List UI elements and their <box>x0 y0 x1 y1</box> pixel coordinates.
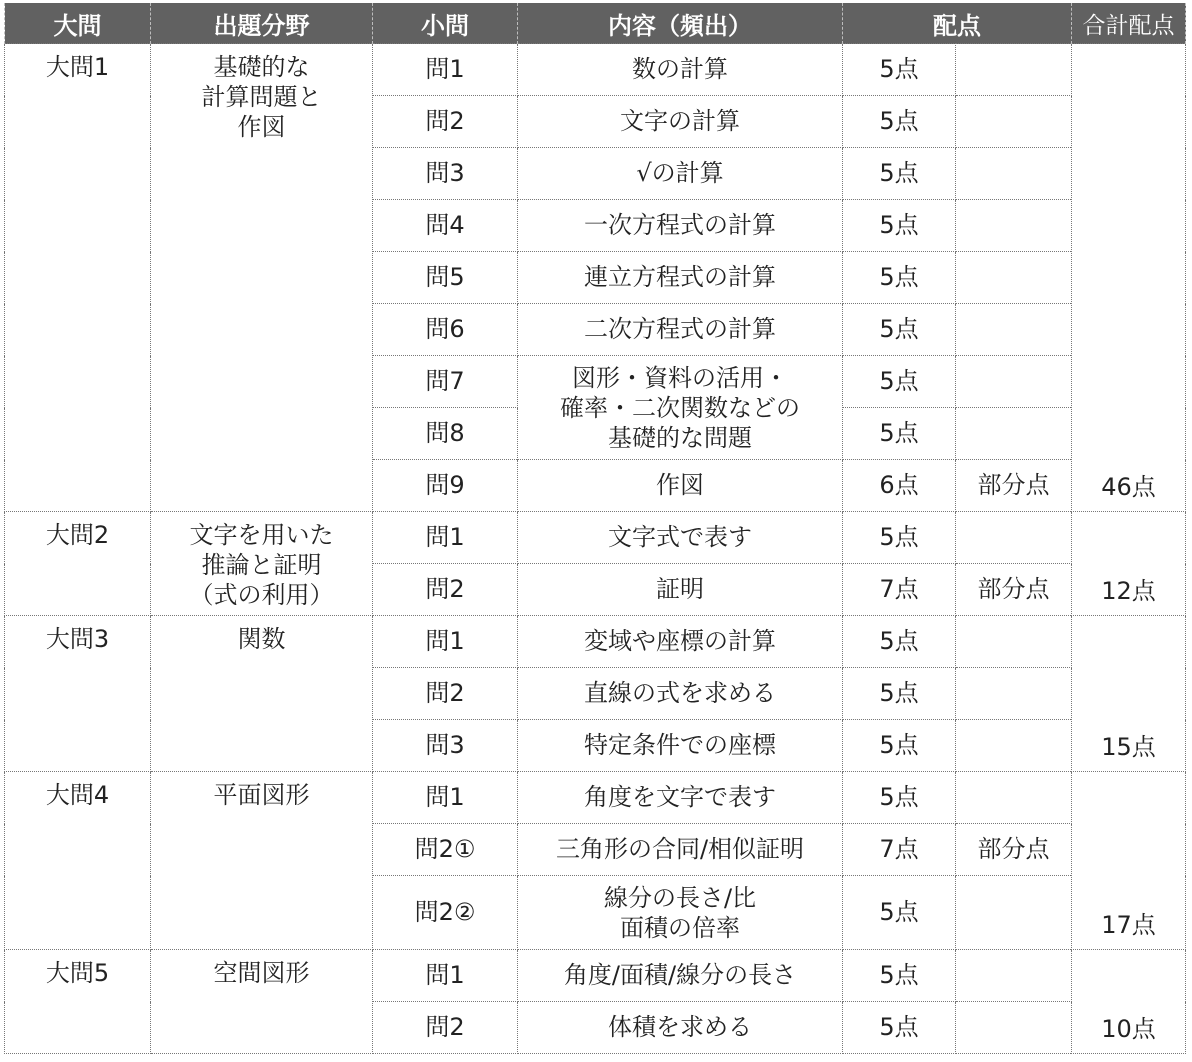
content-cell: 直線の式を求める <box>518 668 843 720</box>
score-table <box>4 3 1186 1054</box>
note-cell <box>956 252 1072 304</box>
question-cell: 問3 <box>373 148 518 200</box>
header-field: 出題分野 <box>151 3 373 44</box>
question-cell: 問1 <box>373 616 518 668</box>
content-cell: 特定条件での座標 <box>518 720 843 772</box>
points-cell: 5点 <box>843 1002 956 1054</box>
field-line: 文字を用いた <box>189 521 334 549</box>
content-cell: 連立方程式の計算 <box>518 252 843 304</box>
table-row <box>5 950 1186 1002</box>
note-cell <box>956 668 1072 720</box>
points-cell: 5点 <box>843 668 956 720</box>
content-line: 線分の長さ/比 <box>603 883 757 912</box>
question-cell: 問2② <box>373 876 518 950</box>
points-cell: 5点 <box>843 720 956 772</box>
points-cell: 5点 <box>843 512 956 564</box>
content-cell: 角度/面積/線分の長さ <box>518 950 843 1002</box>
question-cell: 問2 <box>373 96 518 148</box>
note-cell <box>956 616 1072 668</box>
note-cell <box>956 1002 1072 1054</box>
content-cell <box>518 876 843 950</box>
field-line: 計算問題と <box>201 83 322 111</box>
header-daimon: 大問 <box>5 3 151 44</box>
question-cell: 問1 <box>373 772 518 824</box>
field-cell: 平面図形 <box>151 772 373 950</box>
points-cell: 5点 <box>843 96 956 148</box>
total-cell: 46点 <box>1072 44 1186 512</box>
content-line: 図形・資料の活用・ <box>572 363 788 392</box>
question-cell: 問1 <box>373 950 518 1002</box>
total-cell: 10点 <box>1072 950 1186 1054</box>
content-line: 面積の倍率 <box>620 913 740 942</box>
points-cell: 5点 <box>843 408 956 460</box>
note-cell <box>956 148 1072 200</box>
note-cell <box>956 512 1072 564</box>
note-cell <box>956 720 1072 772</box>
points-cell: 5点 <box>843 252 956 304</box>
field-line: 基礎的な <box>213 53 310 81</box>
field-cell <box>151 44 373 512</box>
daimon-cell: 大問3 <box>5 616 151 772</box>
question-cell: 問6 <box>373 304 518 356</box>
question-cell: 問1 <box>373 512 518 564</box>
daimon-cell: 大問4 <box>5 772 151 950</box>
question-cell: 問8 <box>373 408 518 460</box>
question-cell: 問1 <box>373 44 518 96</box>
field-line: 推論と証明 <box>201 551 322 579</box>
question-cell: 問2 <box>373 668 518 720</box>
daimon-cell: 大問5 <box>5 950 151 1054</box>
content-cell: 一次方程式の計算 <box>518 200 843 252</box>
content-cell: 変域や座標の計算 <box>518 616 843 668</box>
field-line: （式の利用） <box>189 581 334 609</box>
header-total: 合計配点 <box>1072 3 1186 44</box>
note-cell: 部分点 <box>956 460 1072 512</box>
note-cell <box>956 950 1072 1002</box>
note-cell <box>956 304 1072 356</box>
note-cell <box>956 96 1072 148</box>
field-cell <box>151 512 373 616</box>
note-cell <box>956 772 1072 824</box>
header-points: 配点 <box>843 3 1072 44</box>
header-content: 内容（頻出） <box>518 3 843 44</box>
question-cell: 問9 <box>373 460 518 512</box>
table-row <box>5 616 1186 668</box>
points-cell: 5点 <box>843 772 956 824</box>
note-cell: 部分点 <box>956 824 1072 876</box>
content-cell <box>518 356 843 460</box>
note-cell <box>956 408 1072 460</box>
question-cell: 問5 <box>373 252 518 304</box>
points-cell: 5点 <box>843 148 956 200</box>
content-cell: √の計算 <box>518 148 843 200</box>
points-cell: 5点 <box>843 616 956 668</box>
question-cell: 問7 <box>373 356 518 408</box>
note-cell: 部分点 <box>956 564 1072 616</box>
points-cell: 6点 <box>843 460 956 512</box>
points-cell: 5点 <box>843 356 956 408</box>
field-line: 作図 <box>237 113 286 141</box>
points-cell: 5点 <box>843 950 956 1002</box>
points-cell: 5点 <box>843 44 956 96</box>
points-cell: 5点 <box>843 200 956 252</box>
points-cell: 7点 <box>843 564 956 616</box>
content-cell: 数の計算 <box>518 44 843 96</box>
field-cell: 空間図形 <box>151 950 373 1054</box>
content-cell: 三角形の合同/相似証明 <box>518 824 843 876</box>
total-cell: 15点 <box>1072 616 1186 772</box>
content-cell: 作図 <box>518 460 843 512</box>
note-cell <box>956 44 1072 96</box>
content-line: 基礎的な問題 <box>608 423 752 452</box>
points-cell: 5点 <box>843 876 956 950</box>
content-cell: 文字の計算 <box>518 96 843 148</box>
question-cell: 問3 <box>373 720 518 772</box>
header-shomon: 小問 <box>373 3 518 44</box>
content-cell: 文字式で表す <box>518 512 843 564</box>
question-cell: 問2 <box>373 1002 518 1054</box>
content-cell: 角度を文字で表す <box>518 772 843 824</box>
content-cell: 二次方程式の計算 <box>518 304 843 356</box>
points-cell: 5点 <box>843 304 956 356</box>
daimon-cell: 大問2 <box>5 512 151 616</box>
total-cell: 17点 <box>1072 772 1186 950</box>
question-cell: 問2① <box>373 824 518 876</box>
note-cell <box>956 200 1072 252</box>
content-cell: 体積を求める <box>518 1002 843 1054</box>
content-line: 確率・二次関数などの <box>560 393 800 422</box>
content-cell: 証明 <box>518 564 843 616</box>
question-cell: 問4 <box>373 200 518 252</box>
points-cell: 7点 <box>843 824 956 876</box>
note-cell <box>956 356 1072 408</box>
header-row <box>5 3 1186 44</box>
table-row <box>5 772 1186 824</box>
question-cell: 問2 <box>373 564 518 616</box>
total-cell: 12点 <box>1072 512 1186 616</box>
table-row <box>5 44 1186 96</box>
field-cell: 関数 <box>151 616 373 772</box>
table-row <box>5 512 1186 564</box>
daimon-cell: 大問1 <box>5 44 151 512</box>
note-cell <box>956 876 1072 950</box>
